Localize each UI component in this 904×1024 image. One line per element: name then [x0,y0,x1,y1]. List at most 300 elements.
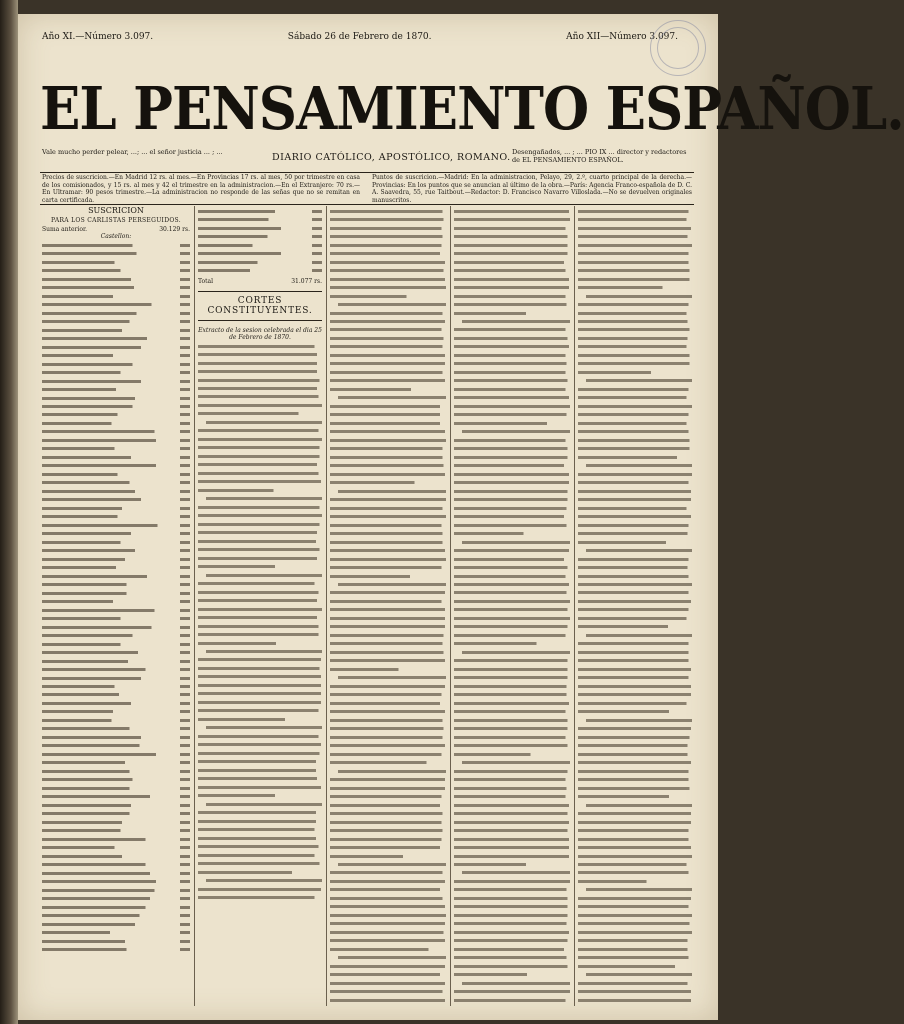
text-line [198,809,322,816]
text-line [198,843,322,850]
prior-value: 30.129 rs. [159,226,190,233]
newspaper-page [18,14,904,1020]
text-line [578,921,692,928]
text-line [578,632,692,639]
text-line [42,556,190,563]
text-line [42,607,190,614]
text-line [454,378,570,385]
text-line [42,760,190,767]
text-line [198,225,322,232]
text-line [454,496,570,503]
text-line [198,428,322,435]
text-line [198,657,322,664]
text-line [454,403,570,410]
text-line [454,352,570,359]
text-line [42,530,190,537]
text-line [42,836,190,843]
text-line [42,844,190,851]
text-line [454,887,570,894]
text-line [198,521,322,528]
text-line [42,276,190,283]
text-line [454,344,570,351]
text-line [454,293,570,300]
text-line [454,895,570,902]
text-line [330,836,446,843]
text-line [330,352,446,359]
text-line [198,538,322,545]
text-line [454,946,570,953]
text-line [578,793,692,800]
text-line [42,768,190,775]
text-line [42,861,190,868]
text-line [330,980,446,987]
text-line [198,419,322,426]
text-line [330,607,446,614]
text-line [454,759,570,766]
text-line [454,768,570,775]
text-line [330,887,446,894]
text-line [454,963,570,970]
text-line [454,641,570,648]
text-line [578,700,692,707]
text-line [330,955,446,962]
text-line [198,445,322,452]
text-line [42,870,190,877]
text-line [42,726,190,733]
column-cortes [198,206,322,1014]
text-line [42,267,190,274]
text-line [198,631,322,638]
text-line [198,563,322,570]
text-line [330,658,446,665]
text-line [42,505,190,512]
text-line [42,810,190,817]
masthead-subtitle: DIARIO CATÓLICO, APOSTÓLICO, ROMANO. [272,152,511,163]
text-line [42,692,190,699]
column-text-3 [330,206,446,1014]
text-line [198,216,322,223]
text-line [454,462,570,469]
text-line [578,649,692,656]
text-line [454,649,570,656]
text-line [42,658,190,665]
text-line [578,462,692,469]
prior-total [42,226,190,233]
text-line [578,692,692,699]
text-line [330,488,446,495]
text-line [330,861,446,868]
text-line [42,819,190,826]
body-text [454,208,570,1004]
text-line [330,293,446,300]
text-line [330,844,446,851]
text-line [578,225,692,232]
text-line [454,573,570,580]
text-line [330,216,446,223]
text-line [454,912,570,919]
text-line [42,751,190,758]
text-line [578,547,692,554]
text-line [454,658,570,665]
text-line [454,742,570,749]
text-line [42,709,190,716]
text-line [454,250,570,257]
text-line [578,946,692,953]
text-line [198,242,322,249]
text-line [578,971,692,978]
text-line [330,734,446,741]
text-line [42,743,190,750]
column-text-4 [454,206,570,1014]
text-line [42,480,190,487]
prior-label: Suma anterior. [42,226,88,233]
text-line [42,514,190,521]
text-line [42,522,190,529]
text-line [578,513,692,520]
text-line [198,674,322,681]
text-line [42,700,190,707]
text-line [330,819,446,826]
text-line [42,259,190,266]
text-line [454,785,570,792]
text-line [198,648,322,655]
text-line [578,708,692,715]
text-line [330,997,446,1004]
text-line [330,776,446,783]
text-line [198,208,322,215]
text-line [42,581,190,588]
text-line [330,445,446,452]
text-line [578,208,692,215]
text-line [578,929,692,936]
text-line [578,310,692,317]
text-line [330,378,446,385]
text-line [330,725,446,732]
text-line [198,767,322,774]
text-line [198,495,322,502]
text-line [330,233,446,240]
text-line [454,225,570,232]
total-value: 31.077 rs. [291,277,322,285]
text-line [42,284,190,291]
column-subscription-list [42,206,190,1014]
text-line [578,496,692,503]
text-line [454,844,570,851]
text-line [330,327,446,334]
text-line [578,318,692,325]
text-line [330,395,446,402]
text-line [198,343,322,350]
text-line [454,853,570,860]
text-line [454,513,570,520]
text-line [454,267,570,274]
text-line [578,641,692,648]
text-line [330,454,446,461]
text-line [578,216,692,223]
text-line [198,775,322,782]
text-line [454,615,570,622]
text-line [42,793,190,800]
text-line [578,912,692,919]
text-line [578,284,692,291]
text-line [578,479,692,486]
text-line [454,471,570,478]
text-line [198,233,322,240]
text-line [42,734,190,741]
text-line [330,751,446,758]
body-text [578,208,692,1004]
text-line [330,225,446,232]
text-line [330,708,446,715]
text-line [330,522,446,529]
book-spine [0,0,18,1024]
masthead-subrow [42,148,692,172]
text-line [454,827,570,834]
text-line [578,361,692,368]
text-line [198,725,322,732]
text-line [454,386,570,393]
motto-left: Vale mucho perder pelear, ...; ... el señor justicia ... ; ... [42,148,223,156]
text-line [330,742,446,749]
motto-right: Desengañados, ... ; ... PIO IX ... director y redactores de EL PENSAMIENTO ESPAÑOL. [512,148,687,164]
text-line [578,675,692,682]
text-line [330,802,446,809]
subscription-prices: Precios de suscricion.—En Madrid 12 rs. al mes.—En Provincias 17 rs. al mes, 50 por trimestre en casa de los comisionados, y 15 rs. al mes y 42 el trimestre en la administracion.—En el Extranjero: 70 rs.—En Ultramar: 90 pesos trimestre.—La administracion no responde de las señas que no se remitan en carta certificada. [42,174,360,204]
text-line [42,437,190,444]
issue-number-right: Año XII—Número 3.097. [566,32,678,42]
text-line [578,564,692,571]
text-line [330,759,446,766]
text-line [42,904,190,911]
text-line [198,894,322,901]
subscription-title: SUSCRICION [88,206,144,215]
column-rule [574,206,575,1006]
text-line [578,403,692,410]
text-line [454,607,570,614]
text-line [454,929,570,936]
text-line [454,369,570,376]
text-line [198,877,322,884]
text-line [454,335,570,342]
text-line [578,488,692,495]
text-line [42,683,190,690]
text-line [330,556,446,563]
text-line [198,487,322,494]
text-line [330,539,446,546]
text-line [454,810,570,817]
text-line [454,776,570,783]
column-text-5 [578,206,692,1014]
text-line [578,267,692,274]
text-line [330,462,446,469]
subscription-subtitle: PARA LOS CARLISTAS PERSEGUIDOS. [51,217,181,224]
text-line [198,580,322,587]
text-line [454,878,570,885]
text-line [198,360,322,367]
text-line [578,827,692,834]
text-line [42,641,190,648]
text-line [198,869,322,876]
text-line [42,293,190,300]
text-line [578,980,692,987]
text-line [578,242,692,249]
text-line [578,327,692,334]
text-line [330,878,446,885]
text-line [578,785,692,792]
text-line [42,615,190,622]
cortes-heading-box [198,291,322,321]
text-line [454,793,570,800]
text-line [454,598,570,605]
text-line [330,675,446,682]
text-line [454,819,570,826]
text-line [42,632,190,639]
text-line [454,488,570,495]
text-line [42,369,190,376]
text-line [578,454,692,461]
text-line [330,717,446,724]
text-line [454,454,570,461]
text-line [578,963,692,970]
text-line [454,836,570,843]
text-line [578,344,692,351]
text-line [330,530,446,537]
text-line [42,463,190,470]
text-line [330,921,446,928]
text-line [198,512,322,519]
text-line [578,751,692,758]
text-line [454,980,570,987]
text-line [330,437,446,444]
text-line [454,505,570,512]
text-line [42,717,190,724]
divider [40,204,694,205]
text-line [330,785,446,792]
text-line [578,437,692,444]
text-line [42,573,190,580]
text-line [578,259,692,266]
text-line [578,522,692,529]
text-line [454,717,570,724]
text-line [42,420,190,427]
subscription-total [198,278,322,285]
session-caption: Extracto de la sesion celebrada el dia 25 de Febrero de 1870. [198,326,322,341]
text-line [42,590,190,597]
text-line [578,581,692,588]
text-line [42,895,190,902]
text-line [330,361,446,368]
text-line [454,208,570,215]
text-line [454,530,570,537]
text-line [330,590,446,597]
text-line [578,293,692,300]
text-line [330,428,446,435]
text-line [578,819,692,826]
text-line [330,666,446,673]
text-line [198,784,322,791]
text-line [578,861,692,868]
text-line [330,250,446,257]
text-line [578,844,692,851]
text-line [198,529,322,536]
text-line [198,368,322,375]
text-line [578,955,692,962]
text-line [330,929,446,936]
text-line [578,250,692,257]
text-line [454,242,570,249]
text-line [578,573,692,580]
text-line [42,539,190,546]
text-line [330,259,446,266]
text-line [330,344,446,351]
text-line [330,208,446,215]
text-line [330,369,446,376]
text-line [198,886,322,893]
text-line [330,242,446,249]
text-line [454,556,570,563]
text-line [198,462,322,469]
text-line [330,904,446,911]
text-line [330,276,446,283]
text-line [330,641,446,648]
text-line [578,378,692,385]
text-line [578,471,692,478]
text-line [454,904,570,911]
text-line [578,386,692,393]
text-line [454,412,570,419]
text-line [198,682,322,689]
text-line [42,378,190,385]
text-line [330,267,446,274]
text-line [198,742,322,749]
text-line [198,860,322,867]
text-line [330,598,446,605]
text-line [198,792,322,799]
text-line [454,675,570,682]
text-line [330,513,446,520]
text-line [454,479,570,486]
text-line [198,546,322,553]
text-line [42,395,190,402]
text-line [454,751,570,758]
text-line [454,921,570,928]
text-line [454,734,570,741]
text-line [198,250,322,257]
text-line [198,555,322,562]
text-line [198,835,322,842]
text-line [578,658,692,665]
text-line [454,581,570,588]
text-line [42,327,190,334]
text-line [330,624,446,631]
text-line [454,590,570,597]
text-line [42,564,190,571]
text-line [198,759,322,766]
text-line [198,716,322,723]
text-line [330,335,446,342]
text-line [198,852,322,859]
text-line [198,351,322,358]
text-line [42,344,190,351]
text-line [578,717,692,724]
text-line [578,624,692,631]
text-line [330,963,446,970]
text-line [198,504,322,511]
text-line [198,259,322,266]
text-line [330,479,446,486]
text-line [198,691,322,698]
text-line [578,742,692,749]
